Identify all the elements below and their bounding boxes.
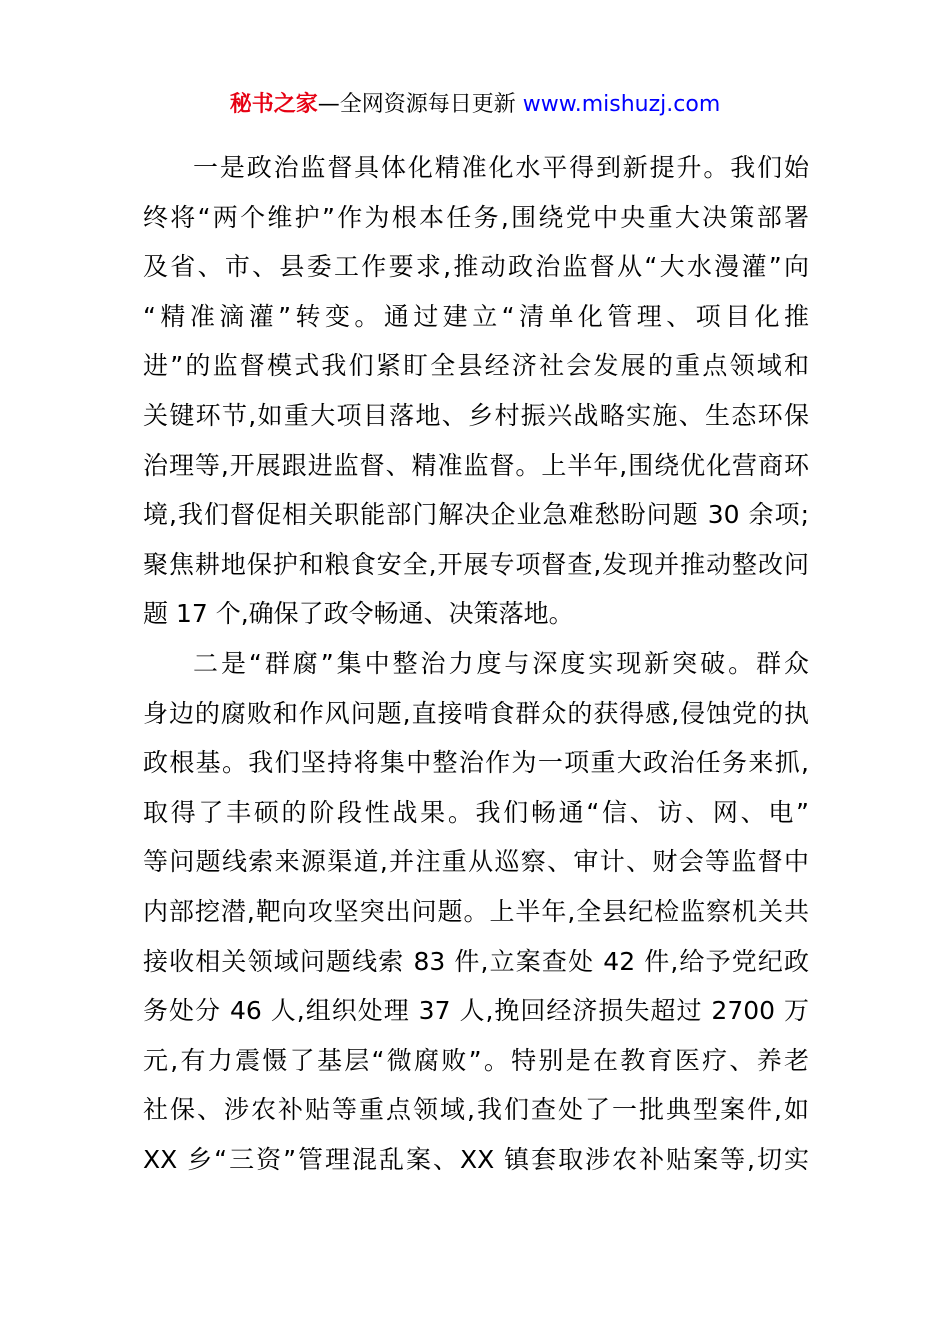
text-line: 务处分 46 人,组织处理 37 人,挽回经济损失超过 2700 万 <box>143 996 809 1026</box>
text-line: 身边的腐败和作风问题,直接啃食群众的获得感,侵蚀党的执 <box>143 698 809 728</box>
text-line: 内部挖潜,靶向攻坚突出问题。上半年,全县纪检监察机关共 <box>143 896 809 926</box>
text-line: 等问题线索来源渠道,并注重从巡察、审计、财会等监督中 <box>143 847 809 877</box>
text-line: 政根基。我们坚持将集中整治作为一项重大政治任务来抓, <box>143 748 809 778</box>
text-line: 及省、市、县委工作要求,推动政治监督从“大水漫灌”向 <box>143 252 809 282</box>
text-line: 元,有力震慑了基层“微腐败”。特别是在教育医疗、养老 <box>143 1045 809 1075</box>
text-line: 治理等,开展跟进监督、精准监督。上半年,围绕优化营商环 <box>143 450 809 480</box>
site-url-link[interactable]: www.mishuzj.com <box>522 92 721 117</box>
header-tagline: —全网资源每日更新 <box>317 92 516 117</box>
brand-name: 秘书之家 <box>229 92 318 117</box>
text-line: 聚焦耕地保护和粮食安全,开展专项督查,发现并推动整改问 <box>143 549 809 579</box>
text-line: XX 乡“三资”管理混乱案、XX 镇套取涉农补贴案等,切实 <box>143 1144 809 1174</box>
text-line: 题 17 个,确保了政令畅通、决策落地。 <box>143 599 574 629</box>
text-line: 社保、涉农补贴等重点领域,我们查处了一批典型案件,如 <box>143 1095 809 1125</box>
text-line: 取得了丰硕的阶段性战果。我们畅通“信、访、网、电” <box>143 797 809 827</box>
paragraph <box>143 143 809 639</box>
document-body <box>143 143 809 1184</box>
text-line: 终将“两个维护”作为根本任务,围绕党中央重大决策部署 <box>143 202 809 232</box>
text-line: “精准滴灌”转变。通过建立“清单化管理、项目化推 <box>143 301 809 331</box>
text-line: 境,我们督促相关职能部门解决企业急难愁盼问题 30 余项; <box>143 500 809 530</box>
text-line: 进”的监督模式我们紧盯全县经济社会发展的重点领域和 <box>143 351 809 381</box>
text-line: 一是政治监督具体化精准化水平得到新提升。我们始 <box>193 153 809 182</box>
text-line: 接收相关领域问题线索 83 件,立案查处 42 件,给予党纪政 <box>143 946 809 976</box>
site-header <box>0 90 950 120</box>
paragraph <box>143 639 809 1185</box>
text-line: 二是“群腐”集中整治力度与深度实现新突破。群众 <box>193 648 809 678</box>
text-line: 关键环节,如重大项目落地、乡村振兴战略实施、生态环保 <box>143 400 809 430</box>
